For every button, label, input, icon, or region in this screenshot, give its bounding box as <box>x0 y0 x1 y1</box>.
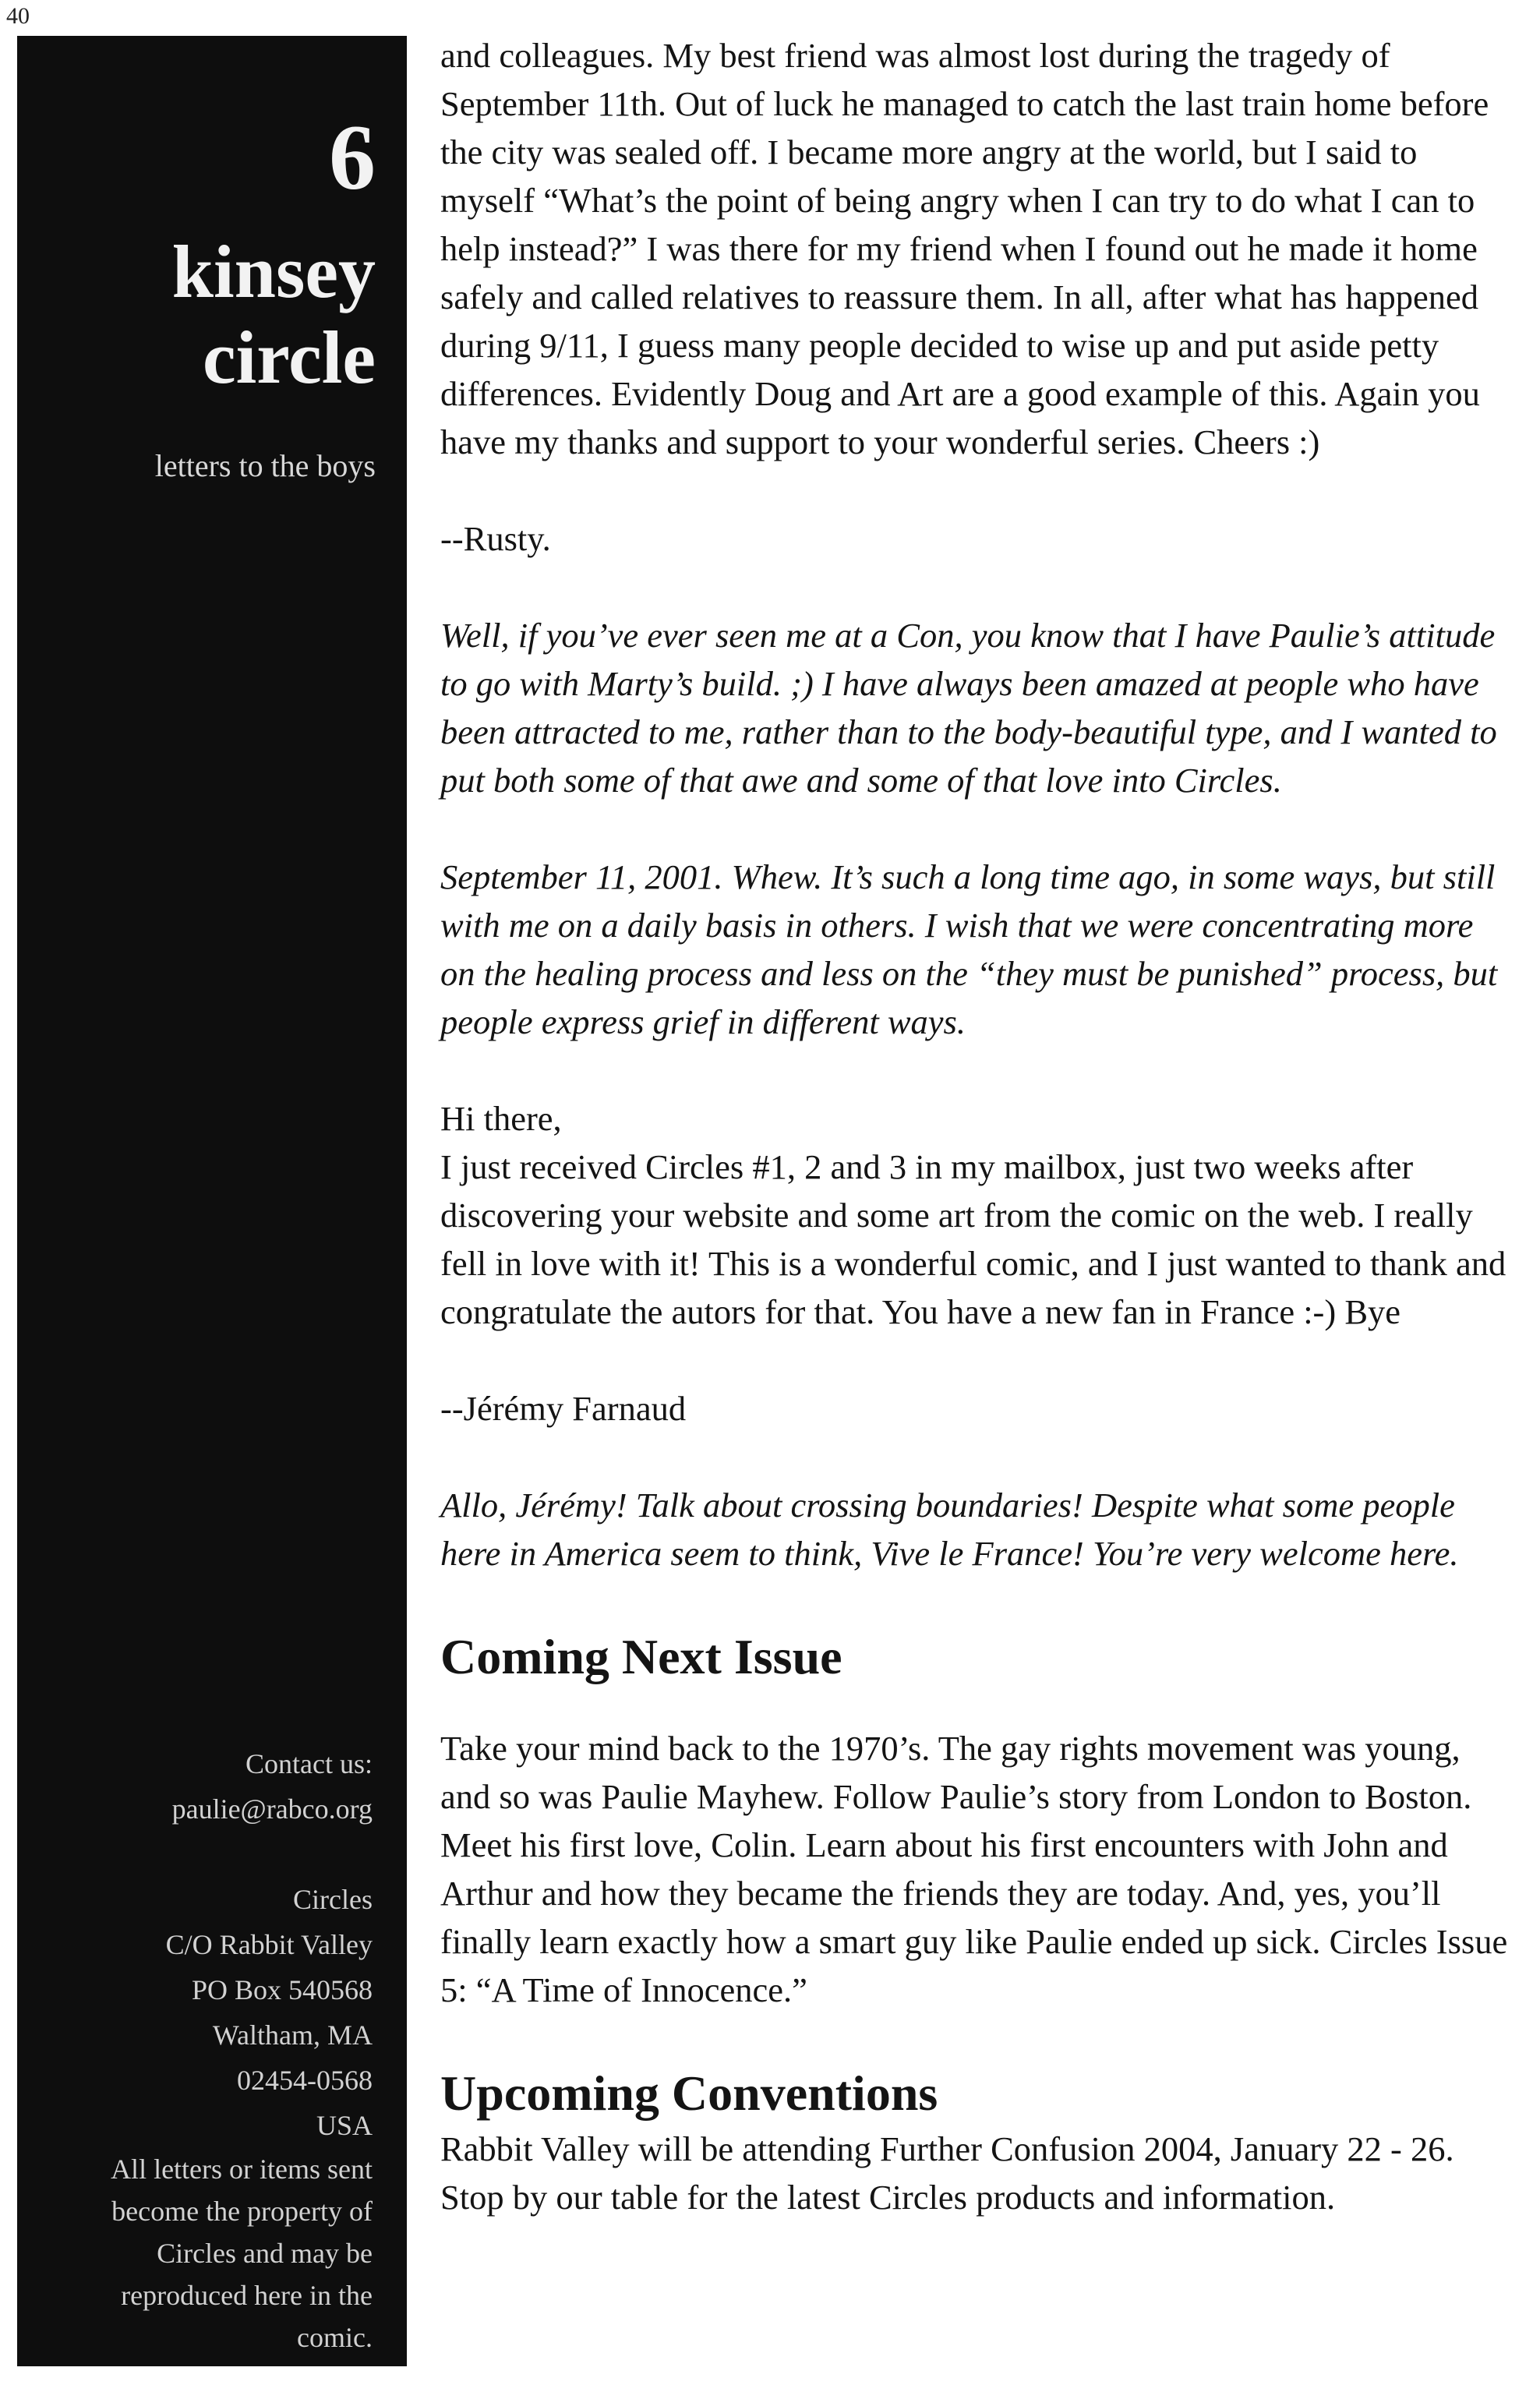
address-line: USA <box>316 2110 373 2141</box>
letter-signature: --Rusty. <box>440 519 551 558</box>
series-title-line-1: kinsey <box>171 230 376 313</box>
address-line: PO Box 540568 <box>191 1974 373 2005</box>
coming-next-section <box>440 1626 1516 2014</box>
address-line: C/O Rabbit Valley <box>165 1929 373 1960</box>
editor-reply: Well, if you’ve ever seen me at a Con, you know that I have Paulie’s attitude to go with Marty’s build. ;) I have always been amazed at people who have been attracted to me, rather than to the body-beautiful type, and I wanted to put both some of that awe and some of that love into Circles. <box>440 616 1497 800</box>
editor-reply: September 11, 2001. Whew. It’s such a long time ago, in some ways, but still with me on a daily basis in others. I wish that we were concentrating more on the healing process and less on the “they must be punished” process, but people express grief in different ways. <box>440 857 1498 1041</box>
editor-reply: Allo, Jérémy! Talk about crossing boundaries! Despite what some people here in America seem to think, Vive le France! You’re very welcome here. <box>440 1486 1459 1573</box>
sidebar <box>17 36 407 2366</box>
disclaimer: All letters or items sent become the property of Circles and may be reproduced here in the comic. <box>111 2154 373 2353</box>
coming-next-heading: Coming Next Issue <box>440 1629 842 1684</box>
letter-jeremy <box>440 1094 1516 1578</box>
series-title <box>172 229 376 401</box>
letter-signature: --Jérémy Farnaud <box>440 1389 687 1428</box>
contact-email: paulie@rabco.org <box>171 1793 373 1825</box>
main-content <box>440 31 1516 2221</box>
page-number: 40 <box>6 3 30 29</box>
letter-paragraph: and colleagues. My best friend was almost lost during the tragedy of September 11th. Out of luck he managed to catch the last train home before the city was sealed off. I became more angry at the world, but I said to myself “What’s the point of being angry when I can try to do what I can to help instead?” I was there for my friend when I found out he made it home safely and called relatives to reassure them. In all, after what has happened during 9/11, I guess many people decided to wise up and put aside petty differences. Evidently Doug and Art are a good example of this. Again you have my thanks and support to your wonderful series. Cheers :) <box>440 36 1489 461</box>
address-line: 02454-0568 <box>237 2065 373 2096</box>
conventions-heading: Upcoming Conventions <box>440 2065 938 2121</box>
issue-number: 6 <box>329 105 376 209</box>
contact-label: Contact us: <box>245 1748 373 1779</box>
conventions-section <box>440 2062 1516 2221</box>
series-title-line-2: circle <box>202 316 376 399</box>
letter-rusty <box>440 31 1516 1046</box>
letter-greeting: Hi there, <box>440 1099 562 1138</box>
contact-spacer <box>166 1832 373 1877</box>
conventions-text: Rabbit Valley will be attending Further Confusion 2004, January 22 - 26. Stop by our table for the latest Circles products and information. <box>440 2129 1454 2217</box>
address-line: Waltham, MA <box>212 2019 373 2051</box>
letter-paragraph: I just received Circles #1, 2 and 3 in my mailbox, just two weeks after discovering your website and some art from the comic on the web. I really fell in love with it! This is a wonderful comic, and I just wanted to thank and congratulate the autors for that. You have a new fan in France :-) Bye <box>440 1147 1506 1331</box>
contact-block <box>166 1741 373 2148</box>
coming-next-text: Take your mind back to the 1970’s. The gay rights movement was young, and so was Paulie Mayhew. Follow Paulie’s story from London to Boston. Meet his first love, Colin. Learn about his first encounters with John and Arthur and how they became the friends they are today. And, yes, you’ll finally learn exactly how a smart guy like Paulie ended up sick. Circles Issue 5: “A Time of Innocence.” <box>440 1729 1508 2009</box>
address-line: Circles <box>293 1884 373 1915</box>
section-subtitle: letters to the boys <box>154 448 376 483</box>
